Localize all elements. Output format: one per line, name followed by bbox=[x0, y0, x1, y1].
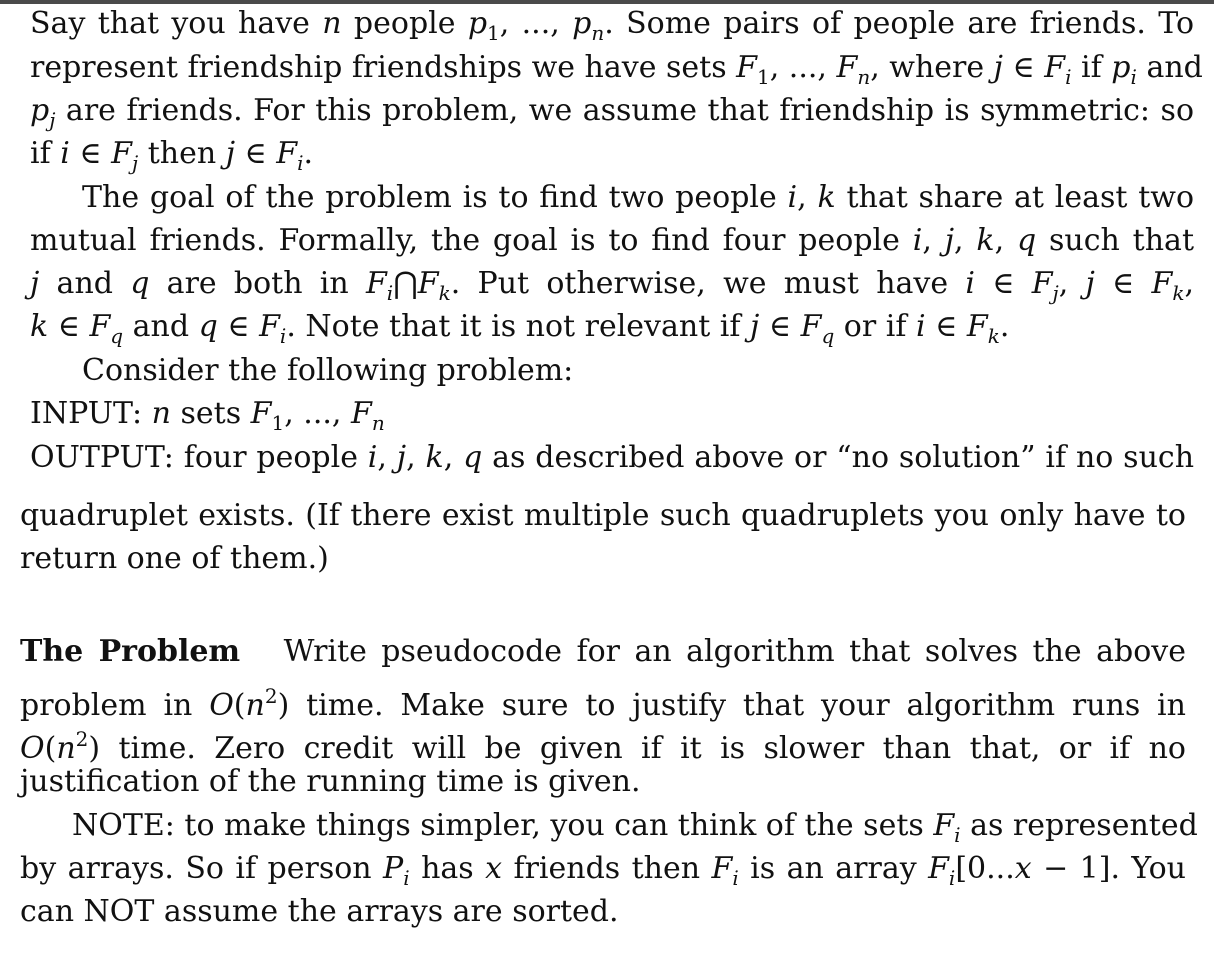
input-line: INPUT: n sets $F_1$, ..., $F_n$ bbox=[30, 396, 385, 435]
paragraph-line: mutual friends. Formally, the goal is to find four people i, j, k, q such that bbox=[30, 223, 1194, 258]
paragraph-line: represent friendship friendships we have sets $F_1$, ..., $F_n$, where j ∈ $F_i$ if $p_i$ and bbox=[30, 50, 1203, 89]
paragraph-line: $O(n^2)$ time. Zero credit will be given if it is slower than that, or if no bbox=[20, 727, 1186, 766]
problem-heading: The Problem bbox=[20, 634, 241, 669]
paragraph-line: j and q are both in $F_i⋂F_k$. Put otherwise, we must have i ∈ $F_j$, j ∈ $F_k$, bbox=[30, 266, 1195, 305]
paragraph-line: can NOT assume the arrays are sorted. bbox=[20, 894, 619, 929]
paragraph-line: $p_j$ are friends. For this problem, we assume that friendship is symmetric: so bbox=[30, 93, 1194, 132]
paragraph-line: Consider the following problem: bbox=[82, 353, 574, 388]
paragraph-line: k ∈ $F_q$ and q ∈ $F_i$. Note that it is not relevant if j ∈ $F_q$ or if i ∈ $F_k$. bbox=[30, 309, 1010, 348]
paragraph-line: by arrays. So if person $P_i$ has x friends then $F_i$ is an array $F_i[0...x - 1]$. You bbox=[20, 851, 1187, 890]
paragraph-line: quadruplet exists. (If there exist multiple such quadruplets you only have to bbox=[20, 498, 1186, 533]
paragraph-line: if i ∈ $F_j$ then j ∈ $F_i$. bbox=[30, 136, 314, 175]
paragraph-line: The Problem Write pseudocode for an algorithm that solves the above bbox=[20, 634, 1186, 669]
paragraph-line: return one of them.) bbox=[20, 541, 329, 576]
output-line: OUTPUT: four people i, j, k, q as described above or “no solution” if no such bbox=[30, 440, 1195, 475]
paragraph-line: justification of the running time is given. bbox=[20, 764, 641, 799]
paragraph-line: Say that you have n people $p_1$, ..., $p_n$. Some pairs of people are friends. To bbox=[30, 6, 1195, 45]
paragraph-line: The goal of the problem is to find two people i, k that share at least two bbox=[82, 180, 1195, 215]
paragraph-line: problem in $O(n^2)$ time. Make sure to justify that your algorithm runs in bbox=[20, 684, 1186, 723]
paragraph-line: NOTE: to make things simpler, you can think of the sets $F_i$ as represented bbox=[72, 808, 1198, 847]
